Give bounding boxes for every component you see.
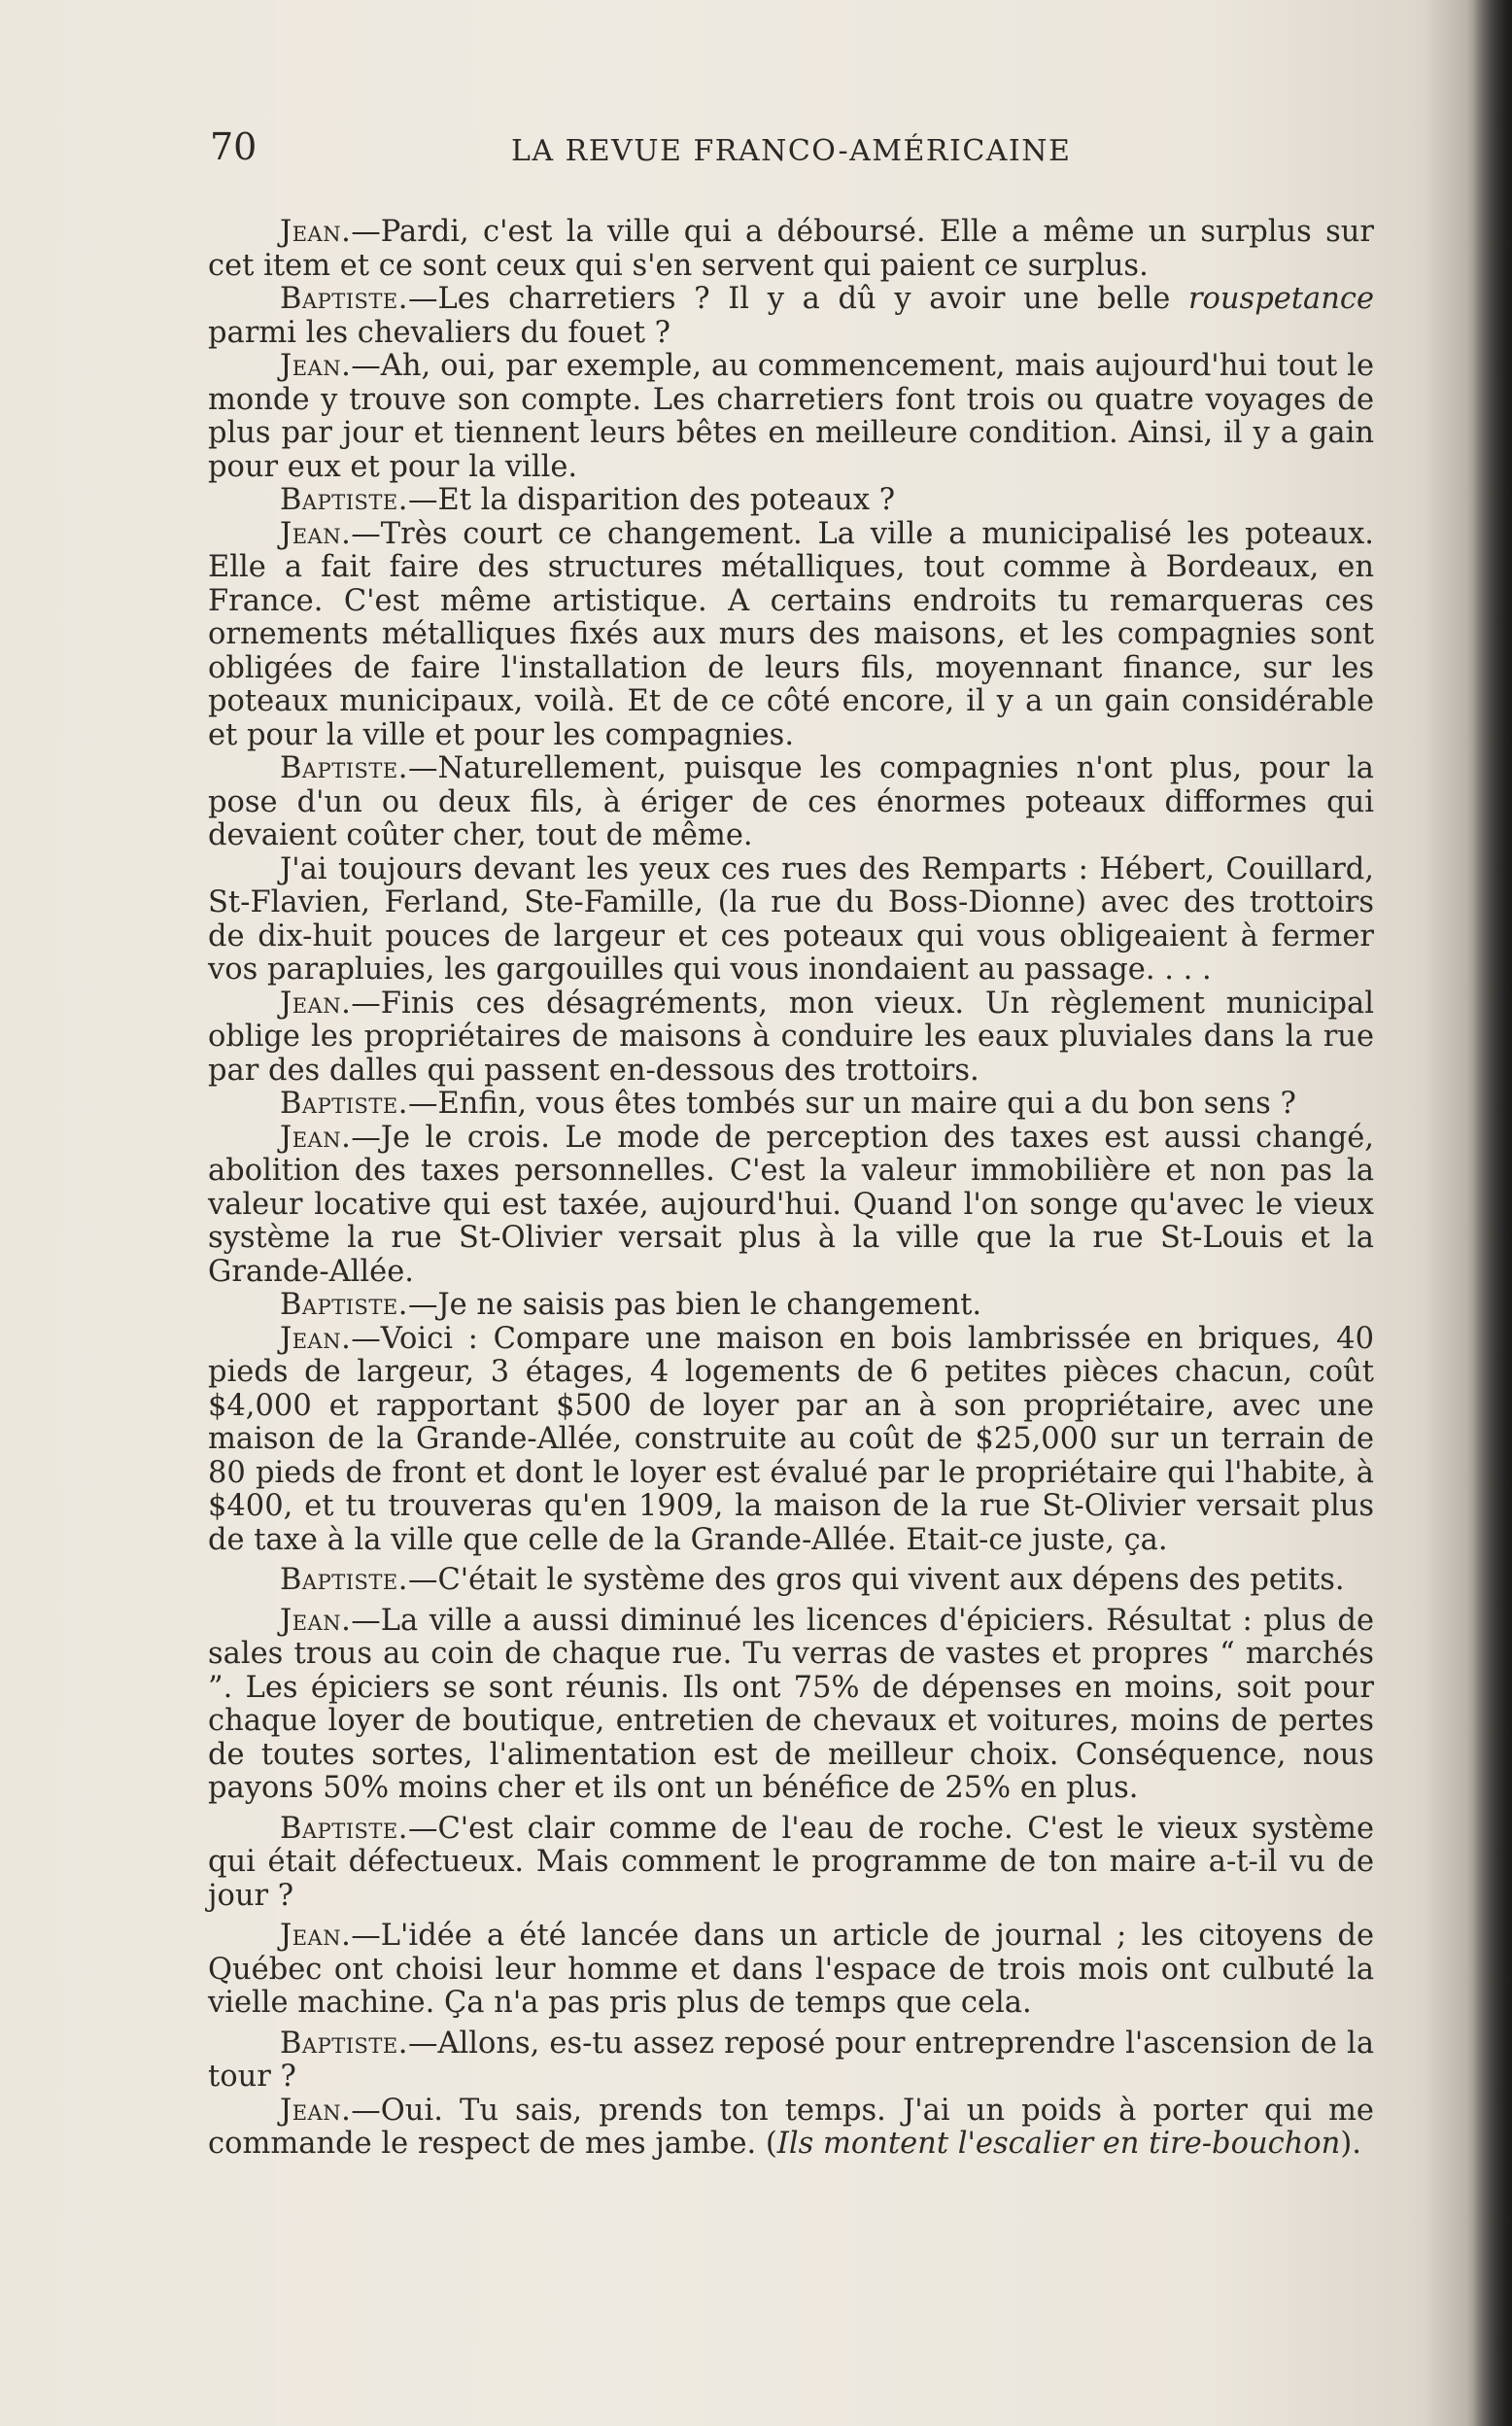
speaker-name: Jean. — [280, 215, 352, 249]
paragraph-text: —Et la disparition des poteaux ? — [407, 483, 896, 517]
paragraph-text: —Finis ces désagréments, mon vieux. Un règlement municipal oblige les propriétaires de maisons à conduire les eaux pluviales dans la rue par des dalles qui passent en-dessous des trottoirs. — [208, 986, 1374, 1088]
speaker-name: Jean. — [280, 2093, 352, 2128]
paragraph — [208, 518, 1374, 753]
paragraph-text: —L'idée a été lancée dans un article de journal ; les citoyens de Québec ont choisi leur homme et dans l'espace de trois mois ont culbuté la vielle machine. Ça n'a pas pris plus de temps que cela. — [208, 1919, 1374, 2020]
speaker-name: Baptiste. — [280, 1563, 408, 1597]
speaker-name: Jean. — [280, 349, 352, 383]
paragraph-text: —Naturellement, puisque les compagnies n'ont plus, pour la pose d'un ou deux fils, à ériger de ces énormes poteaux difformes qui devaient coûter cher, tout de même. — [208, 751, 1374, 852]
paragraph-text: ). — [1340, 2127, 1361, 2161]
paragraph — [208, 1289, 1374, 1323]
speaker-name: Baptiste. — [280, 282, 408, 316]
paragraph-text: —Je le crois. Le mode de perception des taxes est aussi changé, abolition des taxes personnelles. C'est la valeur immobilière et non pas la valeur locative qui est taxée, aujourd'hui. Quand l'on songe qu'avec le vieux système la rue St-Olivier versait plus à la ville que la rue St-Louis et la Grande-Allée. — [208, 1120, 1374, 1289]
paragraph-text: —C'est clair comme de l'eau de roche. C'est le vieux système qui était défectueux. Mais comment le programme de ton maire a-t-il vu de jour ? — [208, 1811, 1374, 1913]
paragraph-text: parmi les chevaliers du fouet ? — [208, 315, 670, 350]
running-head: LA REVUE FRANCO-AMÉRICAINE — [511, 134, 1072, 168]
paragraph-text: —Pardi, c'est la ville qui a déboursé. Elle a même un surplus sur cet item et ce sont ceux qui s'en servent qui paient ce surplus. — [208, 215, 1374, 283]
speaker-name: Baptiste. — [280, 1087, 408, 1121]
paragraph — [208, 283, 1374, 350]
paragraph-text: —Oui. Tu sais, prends ton temps. J'ai un poids à porter qui me commande le respect de mes jambe. ( — [208, 2093, 1374, 2161]
paragraph — [208, 350, 1374, 484]
speaker-name: Baptiste. — [280, 1288, 408, 1322]
speaker-name: Baptiste. — [280, 2026, 408, 2061]
paragraph-text: —C'était le système des gros qui vivent aux dépens des petits. — [407, 1563, 1345, 1597]
paragraph-text: —Les charretiers ? Il y a dû y avoir une belle — [407, 282, 1188, 316]
paragraph — [208, 484, 1374, 518]
paragraph-text: —Voici : Compare une maison en bois lambrissée en briques, 40 pieds de largeur, 3 étages, 4 logements de 6 petites pièces chacun, coût $4,000 et rapportant $500 de loyer par an à son propriétaire, avec une maison de la Grande-Allée, construite au coût de $25,000 sur un terrain de 80 pieds de front et dont le loyer est évalué par le propriétaire qui l'habite, à $400, et tu trouveras qu'en 1909, la maison de la rue St-Olivier versait plus de taxe à la ville que celle de la Grande-Allée. Etait-ce juste, ça. — [208, 1321, 1374, 1557]
paragraph — [208, 1088, 1374, 1122]
page-number: 70 — [210, 125, 258, 168]
speaker-name: Jean. — [280, 1321, 352, 1356]
paragraph-text: —Enfin, vous êtes tombés sur un maire qui a du bon sens ? — [407, 1087, 1296, 1121]
speaker-name: Jean. — [280, 1603, 352, 1638]
page-header — [210, 124, 1376, 173]
paragraph-text: J'ai toujours devant les yeux ces rues des Remparts : Hébert, Couillard, St-Flavien, Ferland, Ste-Famille, (la rue du Boss-Dionne) avec des trottoirs de dix-huit pouces de largeur et ces poteaux qui vous obligeaient à fermer vos parapluies, les gargouilles qui vous inondaient au passage. . . . — [208, 851, 1374, 987]
speaker-name: Baptiste. — [280, 751, 408, 785]
paragraph — [208, 1122, 1374, 1290]
speaker-name: Jean. — [280, 1919, 352, 1953]
paragraph-text: —Allons, es-tu assez reposé pour entreprendre l'ascension de la tour ? — [208, 2026, 1374, 2094]
speaker-name: Jean. — [280, 986, 352, 1021]
paragraph — [208, 1920, 1374, 2021]
paragraph — [208, 2095, 1374, 2162]
paragraph — [208, 752, 1374, 853]
speaker-name: Jean. — [280, 516, 352, 551]
paragraph — [208, 1564, 1374, 1598]
paragraph — [208, 1323, 1374, 1558]
body-text — [208, 216, 1374, 2162]
book-spine-shadow — [1473, 0, 1512, 2426]
paragraph-text: —La ville a aussi diminué les licences d'épiciers. Résultat : plus de sales trous au coin de chaque rue. Tu verras de vastes et propres “ marchés ”. Les épiciers se sont réunis. Ils ont 75% de dépenses en moins, soit pour chaque loyer de boutique, entretien de chevaux et voitures, moins de pertes de toutes sortes, l'alimentation est de meilleur choix. Conséquence, nous payons 50% moins cher et ils ont un bénéfice de 25% en plus. — [208, 1603, 1374, 1805]
paragraph — [208, 1605, 1374, 1806]
paragraph-text: —Très court ce changement. La ville a municipalisé les poteaux. Elle a fait faire des structures métalliques, tout comme à Bordeaux, en France. C'est même artistique. A certains endroits tu remarqueras ces ornements métalliques fixés aux murs des maisons, et les compagnies sont obligées de faire l'installation de leurs fils, moyennant finance, sur les poteaux municipaux, voilà. Et de ce côté encore, il y a un gain considérable et pour la ville et pour les compagnies. — [208, 516, 1374, 752]
italic-text: Ils montent l'escalier en tire-bouchon — [776, 2127, 1341, 2161]
speaker-name: Baptiste. — [280, 483, 408, 517]
paragraph-text: —Je ne saisis pas bien le changement. — [407, 1288, 982, 1322]
italic-text: rouspetance — [1187, 282, 1374, 316]
speaker-name: Jean. — [280, 1120, 352, 1155]
paragraph-text: —Ah, oui, par exemple, au commencement, mais aujourd'hui tout le monde y trouve son compte. Les charretiers font trois ou quatre voyages de plus par jour et tiennent leurs bêtes en meilleure condition. Ainsi, il y a gain pour eux et pour la ville. — [208, 349, 1374, 484]
paragraph — [208, 216, 1374, 283]
paragraph — [208, 2027, 1374, 2095]
paragraph — [208, 988, 1374, 1089]
paragraph — [208, 1813, 1374, 1914]
speaker-name: Baptiste. — [280, 1811, 408, 1846]
paragraph — [208, 853, 1374, 988]
